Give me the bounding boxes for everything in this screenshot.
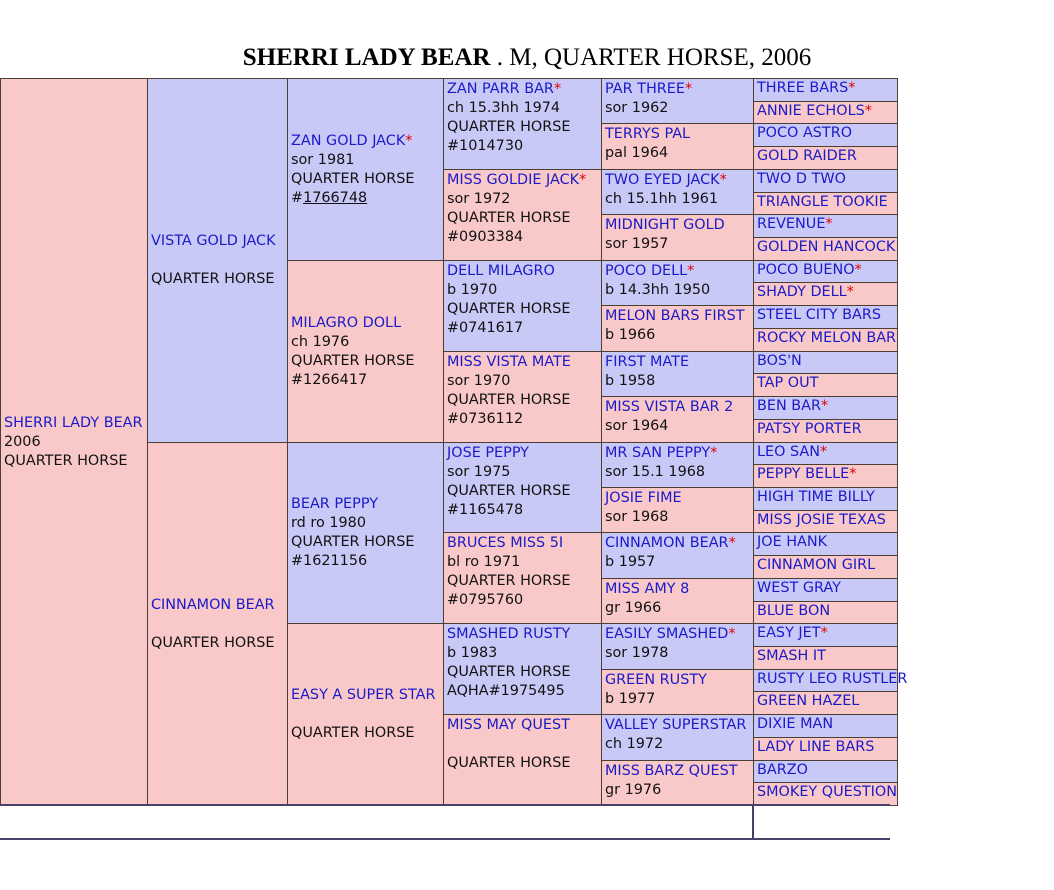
horse-detail-line: sor 15.1 1968 [605,464,706,480]
horse-name-line [757,556,894,575]
horse-name-line [757,261,894,280]
horse-detail-line: b 1966 [605,327,656,343]
horse-name-link[interactable]: ANNIE ECHOLS [757,103,865,119]
horse-detail-line: #0741617 [447,320,524,336]
horse-name-line [151,232,284,251]
horse-name-link[interactable]: CINNAMON GIRL [757,557,876,573]
horse-name-line [757,238,894,257]
ancestor-gen5-box [753,101,898,124]
horse-name-link[interactable]: TRIANGLE TOOKIE [757,194,888,210]
footer-column-separator [752,804,754,840]
horse-name-link[interactable]: MIDNIGHT GOLD [605,217,725,233]
grandparent-box [287,442,444,624]
horse-name-link[interactable]: DELL MILAGRO [447,263,555,279]
horse-name-line [605,762,750,781]
horse-name-line [291,495,440,514]
horse-detail-line: QUARTER HORSE [151,634,275,651]
horse-name-link[interactable]: TWO EYED JACK [605,172,720,188]
horse-name-line [605,534,750,553]
ancestor-gen5-box [753,623,898,647]
horse-name-link[interactable]: GREEN RUSTY [605,672,707,688]
horse-detail-line: sor 1981 [291,151,355,168]
footer-divider-bottom [0,838,890,840]
ancestor-gen5-box [753,464,898,488]
horse-name-link[interactable]: POCO BUENO [757,262,855,278]
star-marker: * [820,625,828,641]
ancestor-gen5-box [753,373,898,397]
horse-name-line [291,132,440,151]
ancestor-gen5-box [753,714,898,738]
ancestor-gen4-box [601,169,754,215]
great-grandparent-box [443,714,602,806]
horse-name-line [605,353,750,372]
horse-name-line [291,686,440,705]
horse-detail-line: AQHA#1975495 [447,683,565,699]
horse-name-line [757,102,894,121]
horse-name-line [605,80,750,99]
horse-name-link[interactable]: SHADY DELL [757,284,847,300]
ancestor-gen5-box [753,601,898,624]
horse-name-link[interactable]: WEST GRAY [757,580,841,596]
horse-detail-line: QUARTER HORSE [4,452,128,469]
star-marker: * [820,444,828,460]
horse-name-line [447,444,598,463]
star-marker: * [846,284,854,300]
horse-detail-line: #1165478 [447,502,524,518]
horse-name-line [757,283,894,302]
horse-name-line [605,716,750,735]
horse-name-link[interactable]: CINNAMON BEAR [151,596,275,613]
horse-detail-line: ch 15.3hh 1974 [447,100,561,116]
horse-name-link[interactable]: POCO ASTRO [757,125,853,141]
horse-name-line [757,352,894,371]
horse-name-link[interactable]: BEAR PEPPY [291,496,378,512]
ancestor-gen4-box [601,351,754,397]
ancestor-gen5-box [753,214,898,238]
horse-name-line [605,625,750,644]
ancestor-gen5-box [753,396,898,420]
horse-name-link[interactable]: MISS VISTA MATE [447,354,571,370]
horse-name-line [291,314,440,333]
horse-name-line [757,124,894,143]
horse-detail-line: sor 1972 [447,191,511,207]
ancestor-gen5-box [753,532,898,556]
horse-detail-line [291,705,440,724]
horse-name-link[interactable]: GOLD RAIDER [757,148,857,164]
title-horse-name: SHERRI LADY BEAR [242,44,491,71]
ancestor-gen5-box [753,419,898,443]
ancestor-gen4-box [601,396,754,443]
ancestor-gen5-box [753,691,898,715]
horse-name-line [4,414,144,433]
ancestor-gen4-box [601,760,754,806]
horse-name-link[interactable]: ZAN GOLD JACK [291,132,406,149]
horse-name-line [757,761,894,780]
horse-name-link[interactable]: GOLDEN HANCOCK [757,239,896,255]
horse-detail-line: QUARTER HORSE [447,483,571,499]
horse-name-line [605,671,750,690]
horse-name-link[interactable]: MISS AMY 8 [605,581,690,597]
horse-detail-line: rd ro 1980 [291,515,366,531]
horse-detail-line: ch 1972 [605,736,664,752]
star-marker: * [553,81,562,97]
horse-detail-line: QUARTER HORSE [447,392,571,408]
ancestor-gen5-box [753,737,898,761]
horse-name-line [605,398,750,417]
ancestor-gen5-box [753,282,898,306]
horse-name-line [757,488,894,507]
horse-name-link[interactable]: LEO SAN [757,444,821,460]
horse-name-link[interactable]: TERRYS PAL [605,126,691,142]
ancestor-gen5-box [753,578,898,602]
ancestor-gen4-box [601,214,754,261]
ancestor-gen5-box [753,192,898,215]
horse-name-line [757,670,908,689]
ancestor-gen5-box [753,782,898,806]
star-marker: * [848,80,856,96]
horse-name-link[interactable]: BEN BAR [757,398,822,414]
horse-detail-line: sor 1970 [447,373,511,389]
horse-name-line [605,125,750,144]
star-marker: * [687,263,695,279]
horse-name-line [757,624,894,643]
horse-name-line [757,511,894,530]
ancestor-gen5-box [753,555,898,579]
horse-detail-line [447,735,598,754]
horse-detail-line: QUARTER HORSE [447,210,571,226]
horse-name-line [757,170,894,189]
great-grandparent-box [443,532,602,624]
horse-name-line [757,79,894,98]
horse-name-line [605,216,750,235]
star-marker: * [821,398,829,414]
horse-detail-line: QUARTER HORSE [151,271,275,287]
horse-name-link[interactable]: PATSY PORTER [757,421,862,437]
horse-name-link[interactable]: BRUCES MISS 5I [447,535,564,551]
registration-link[interactable]: 1766748 [303,189,368,206]
horse-name-line [605,171,750,190]
horse-detail-line: bl ro 1971 [447,554,521,570]
horse-name-link[interactable]: FIRST MATE [605,354,690,370]
horse-name-link[interactable]: MISS MAY QUEST [447,717,570,733]
horse-name-link[interactable]: JOSE PEPPY [447,445,529,461]
horse-name-link[interactable]: VISTA GOLD JACK [151,233,276,249]
horse-name-link[interactable]: TWO D TWO [757,171,846,187]
ancestor-gen4-box [601,669,754,715]
horse-detail-line: sor 1975 [447,464,511,480]
horse-detail-line: QUARTER HORSE [447,573,571,589]
page-title [0,44,1054,72]
ancestor-gen5-box [753,669,908,692]
horse-detail-line: sor 1957 [605,236,669,252]
horse-name-link[interactable]: PEPPY BELLE [757,466,850,482]
horse-name-line [605,580,750,599]
horse-name-line [757,783,897,802]
horse-name-link[interactable]: MISS JOSIE TEXAS [757,512,886,528]
horse-detail-line: b 1970 [447,282,498,298]
horse-detail-line: #0736112 [447,411,524,427]
ancestor-gen4-box [601,78,754,124]
ancestor-gen5-box [753,510,898,533]
horse-name-line [605,489,750,508]
horse-name-line [447,353,598,372]
horse-detail-line [151,251,284,270]
horse-detail-line: pal 1964 [605,145,669,161]
star-marker: * [825,216,833,232]
ancestor-gen4-box [601,123,754,170]
horse-detail-line: b 1983 [447,645,498,661]
horse-detail-line: QUARTER HORSE [447,664,571,680]
horse-name-link[interactable]: BLUE BON [757,603,831,619]
horse-detail-line: b 1958 [605,373,656,389]
horse-name-line [757,465,894,484]
horse-detail-line: b 1977 [605,691,656,707]
ancestor-gen4-box [601,487,754,533]
horse-name-link[interactable]: CINNAMON BEAR [605,535,729,551]
horse-name-link[interactable]: HIGH TIME BILLY [757,489,875,505]
horse-name-link[interactable]: GREEN HAZEL [757,693,860,709]
great-grandparent-box [443,78,602,170]
star-marker: * [849,466,857,482]
ancestor-gen4-box [601,714,754,761]
horse-name-line [447,80,598,99]
horse-name-line [757,147,894,166]
horse-name-line [757,397,894,416]
ancestor-gen5-box [753,646,898,670]
horse-name-link[interactable]: SMASH IT [757,648,826,664]
pedigree-tree [0,78,908,805]
star-marker: * [684,81,693,97]
horse-detail-line: gr 1966 [605,600,662,616]
horse-detail-line: sor 1968 [605,509,669,525]
ancestor-gen5-box [753,260,898,283]
star-marker: * [854,262,862,278]
horse-name-link[interactable]: DIXIE MAN [757,716,834,732]
horse-detail-line: sor 1978 [605,645,669,661]
star-marker: * [710,445,718,461]
ancestor-gen4-box [601,305,754,352]
ancestor-gen4-box [601,260,754,306]
horse-name-line [447,262,598,281]
horse-detail-line: #1621156 [291,553,368,569]
horse-name-link[interactable]: LADY LINE BARS [757,739,875,755]
horse-name-line [605,307,750,326]
horse-name-link[interactable]: MISS GOLDIE JACK [447,172,580,188]
horse-detail-line: #1014730 [447,138,524,154]
horse-name-line [757,193,894,212]
ancestor-gen4-box [601,532,754,579]
horse-detail-line: 2006 [4,433,41,450]
title-details: . M, QUARTER HORSE, 2006 [490,44,812,71]
horse-name-line [757,533,894,552]
horse-detail-line: ch 15.1hh 1961 [605,191,719,207]
parent-box [147,442,288,806]
horse-name-link[interactable]: EASILY SMASHED [605,626,729,642]
ancestor-gen5-box [753,442,898,465]
horse-name-line [447,171,598,190]
horse-name-link[interactable]: MELON BARS FIRST [605,308,745,324]
ancestor-gen5-box [753,78,898,102]
horse-detail-line: b 14.3hh 1950 [605,282,711,298]
horse-name-line [757,647,894,666]
horse-name-link[interactable]: JOSIE FIME [605,490,682,506]
star-marker: * [719,172,727,188]
horse-detail-line: #0903384 [447,229,524,245]
ancestor-gen5-box [753,305,898,329]
ancestor-gen5-box [753,123,898,147]
horse-name-link[interactable]: ZAN PARR BAR [447,81,554,97]
ancestor-gen4-box [601,623,754,670]
horse-name-line [757,329,897,348]
horse-name-line [151,596,284,615]
great-grandparent-box [443,169,602,261]
horse-detail-line: #0795760 [447,592,524,608]
horse-name-link[interactable]: BARZO [757,762,808,778]
horse-name-link[interactable]: THREE BARS [757,80,849,96]
ancestor-gen4-box [601,578,754,624]
horse-detail-line: QUARTER HORSE [291,725,415,741]
horse-detail-line: gr 1976 [605,782,662,798]
horse-name-link[interactable]: EASY A SUPER STAR [291,687,436,703]
horse-name-link[interactable]: MILAGRO DOLL [291,314,402,331]
horse-detail-line: QUARTER HORSE [291,170,415,187]
ancestor-gen5-box [753,351,898,374]
horse-name-link[interactable]: PAR THREE [605,81,685,97]
horse-name-line [757,215,894,234]
horse-name-line [757,374,894,393]
horse-name-line [757,443,894,462]
horse-detail-line: QUARTER HORSE [447,301,571,317]
horse-detail-line: sor 1964 [605,418,669,434]
horse-detail-line [151,615,284,634]
horse-name-link[interactable]: SMOKEY QUESTION [757,784,897,800]
horse-name-link[interactable]: REVENUE [757,216,826,232]
horse-name-link[interactable]: MISS BARZ QUEST [605,763,738,779]
horse-name-link[interactable]: POCO DELL [605,263,688,279]
horse-name-line [757,420,894,439]
star-marker: * [405,132,413,149]
great-grandparent-box [443,623,602,715]
star-marker: * [579,172,587,188]
star-marker: * [728,535,736,551]
horse-name-link[interactable]: MISS VISTA BAR 2 [605,399,734,415]
ancestor-gen5-box [753,328,898,352]
horse-name-link[interactable]: JOE HANK [757,534,828,550]
horse-name-link[interactable]: VALLEY SUPERSTAR [605,717,747,733]
ancestor-gen4-box [601,442,754,488]
grandparent-box [287,260,444,443]
ancestor-gen5-box [753,146,898,170]
horse-detail-line: sor 1962 [605,100,669,116]
ancestor-gen5-box [753,487,898,511]
horse-name-link[interactable]: BOS'N [757,353,802,369]
parent-box [147,78,288,443]
horse-detail-line: QUARTER HORSE [447,755,571,771]
horse-name-link[interactable]: MR SAN PEPPY [605,445,711,461]
horse-detail-line: ch 1976 [291,333,350,350]
horse-name-link[interactable]: EASY JET [757,625,821,641]
horse-detail-line: QUARTER HORSE [291,352,415,369]
horse-name-line [447,716,598,735]
horse-name-link[interactable]: SMASHED RUSTY [447,626,571,642]
ancestor-gen5-box [753,237,898,261]
horse-name-link[interactable]: STEEL CITY BARS [757,307,881,323]
horse-name-line [757,602,894,621]
horse-detail-line: QUARTER HORSE [447,119,571,135]
horse-name-link[interactable]: ROCKY MELON BAR [757,330,897,346]
star-marker: * [864,103,872,119]
horse-name-link[interactable]: RUSTY LEO RUSTLER [757,671,908,687]
horse-name-line [757,738,894,757]
horse-name-link[interactable]: TAP OUT [757,375,819,391]
great-grandparent-box [443,351,602,443]
registration-prefix: # [291,189,304,206]
ancestor-gen5-box [753,760,898,783]
great-grandparent-box [443,442,602,533]
horse-name-line [605,262,750,281]
grandparent-box [287,78,444,261]
horse-name-line [757,715,894,734]
subject-box [0,78,148,806]
ancestor-gen5-box [753,169,898,193]
horse-detail-line: #1266417 [291,371,368,388]
grandparent-box [287,623,444,806]
horse-name-line [605,444,750,463]
footer-divider [0,804,890,806]
horse-name-line [757,692,894,711]
horse-name-link[interactable]: SHERRI LADY BEAR [4,414,143,431]
horse-name-line [447,625,598,644]
horse-detail-line: QUARTER HORSE [291,534,415,550]
horse-name-line [447,534,598,553]
registration-line [291,189,440,208]
star-marker: * [728,626,736,642]
great-grandparent-box [443,260,602,352]
horse-name-line [757,579,894,598]
horse-name-line [757,306,894,325]
horse-detail-line: b 1957 [605,554,656,570]
